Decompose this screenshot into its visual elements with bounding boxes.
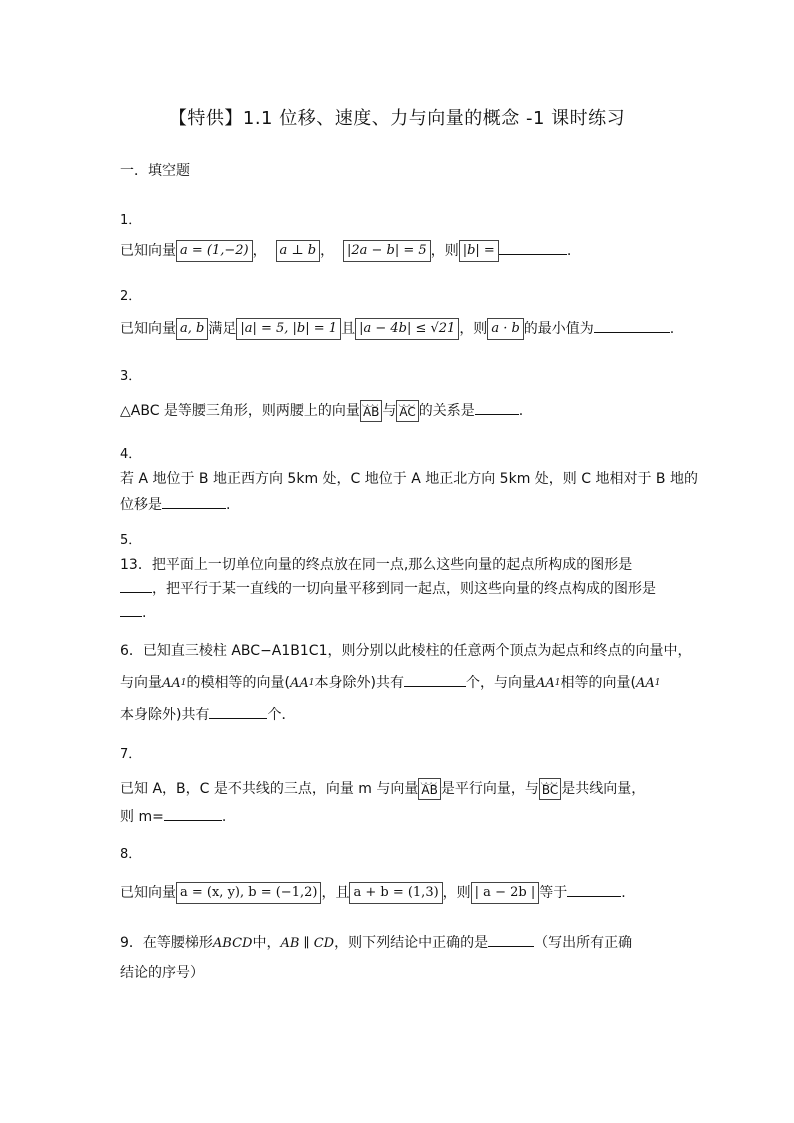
q8-blank[interactable] [567, 882, 621, 897]
q3-number: 3． [120, 369, 142, 384]
vector-aa1: $AA^1$ [162, 676, 187, 691]
q1-text: 已知向量 a = (1,−2) ， a ⊥ b ， |2a − b| = 5 ，则 |b| = . [120, 240, 680, 262]
q6-blank-1[interactable] [404, 672, 466, 687]
q6-line-2: 与向量$AA^1$的模相等的向量($AA^1$本身除外)共有 个，与向量$AA^1$相等的向量($AA^1$ [120, 672, 680, 695]
q2-number: 2． [120, 289, 142, 304]
q7-line-1: 已知 A，B，C 是不共线的三点，向量 m 与向量◡◡◡ AB 是平行向量，与◡◡◡ BC 是共线向量， [120, 778, 680, 800]
q2-math-2: |a| = 5, |b| = 1 [236, 318, 341, 340]
q9-blank[interactable] [488, 932, 534, 947]
q5-line-2: ，把平行于某一直线的一切向量平移到同一起点，则这些向量的终点构成的图形是 [120, 578, 680, 600]
q9-line-2: 结论的序号） [120, 965, 204, 981]
q6-line-3: 本身除外)共有 个． [120, 704, 680, 726]
vector-ab-q7: ◡◡◡ AB [418, 778, 440, 800]
q2-text: 已知向量 a, b 满足 |a| = 5, |b| = 1 且 |a − 4b| ≤ √21 ，则 a · b 的最小值为 . [120, 318, 680, 340]
q1-number: 1． [120, 213, 142, 228]
vector-ac: ◡◡◡ AC [396, 400, 418, 422]
q8-math-1: a = (x, y), b = (−1,2) [176, 882, 321, 904]
q3-blank[interactable] [475, 400, 519, 415]
section-heading: 一．填空题 [120, 163, 190, 179]
q5-line-1: 13．把平面上一切单位向量的终点放在同一点,那么这些向量的起点所构成的图形是 [120, 557, 633, 573]
q6-blank-2[interactable] [209, 704, 267, 719]
q5-blank-2[interactable] [120, 602, 142, 617]
q9-math-2: AB ∥ CD [280, 936, 335, 951]
q4-blank[interactable] [162, 494, 226, 509]
q1-math-2: a ⊥ b [276, 240, 321, 262]
q1-math-3: |2a − b| = 5 [343, 240, 431, 262]
q5-line-3: . [120, 602, 680, 624]
q4-line-2: 位移是 . [120, 494, 680, 516]
q3-text: △ABC 是等腰三角形，则两腰上的向量◡◡◡ AB 与◡◡◡ AC 的关系是 . [120, 400, 680, 422]
q5-blank-1[interactable] [120, 578, 152, 593]
q8-text: 已知向量 a = (x, y), b = (−1,2) ，且 a + b = (1,3) ，则 | a − 2b | 等于 . [120, 882, 680, 904]
q2-math-3: |a − 4b| ≤ √21 [355, 318, 459, 340]
q7-line-2: 则 m= . [120, 806, 680, 828]
q9-math-1: ABCD [212, 936, 253, 951]
q4-number: 4． [120, 447, 142, 462]
q6-line-1: 6．已知直三棱柱 ABC−A1B1C1，则分别以此棱柱的任意两个顶点为起点和终点的向量中， [120, 643, 692, 659]
q2-blank[interactable] [594, 318, 670, 333]
q2-math-4: a · b [487, 318, 523, 340]
q1-math-1: a = (1,−2) [176, 240, 253, 262]
vector-ab: ◡◡◡ AB [360, 400, 382, 422]
q2-math-1: a, b [176, 318, 208, 340]
page-title: 【特供】1.1 位移、速度、力与向量的概念 -1 课时练习 [168, 108, 626, 129]
q8-math-2: a + b = (1,3) [349, 882, 442, 904]
q9-line-1: 9．在等腰梯形ABCD中，AB ∥ CD，则下列结论中正确的是 （写出所有正确 [120, 932, 680, 955]
q1-math-4: |b| = [459, 240, 499, 262]
q7-number: 7． [120, 747, 142, 762]
q8-math-3: | a − 2b | [471, 882, 540, 904]
q5-number: 5． [120, 533, 142, 548]
q7-blank[interactable] [164, 806, 222, 821]
q4-line-1: 若 A 地位于 B 地正西方向 5km 处，C 地位于 A 地正北方向 5km 处，则 C 地相对于 B 地的 [120, 471, 698, 487]
q8-number: 8． [120, 847, 142, 862]
vector-bc: ◡◡◡ BC [539, 778, 561, 800]
q1-blank[interactable] [499, 240, 567, 255]
